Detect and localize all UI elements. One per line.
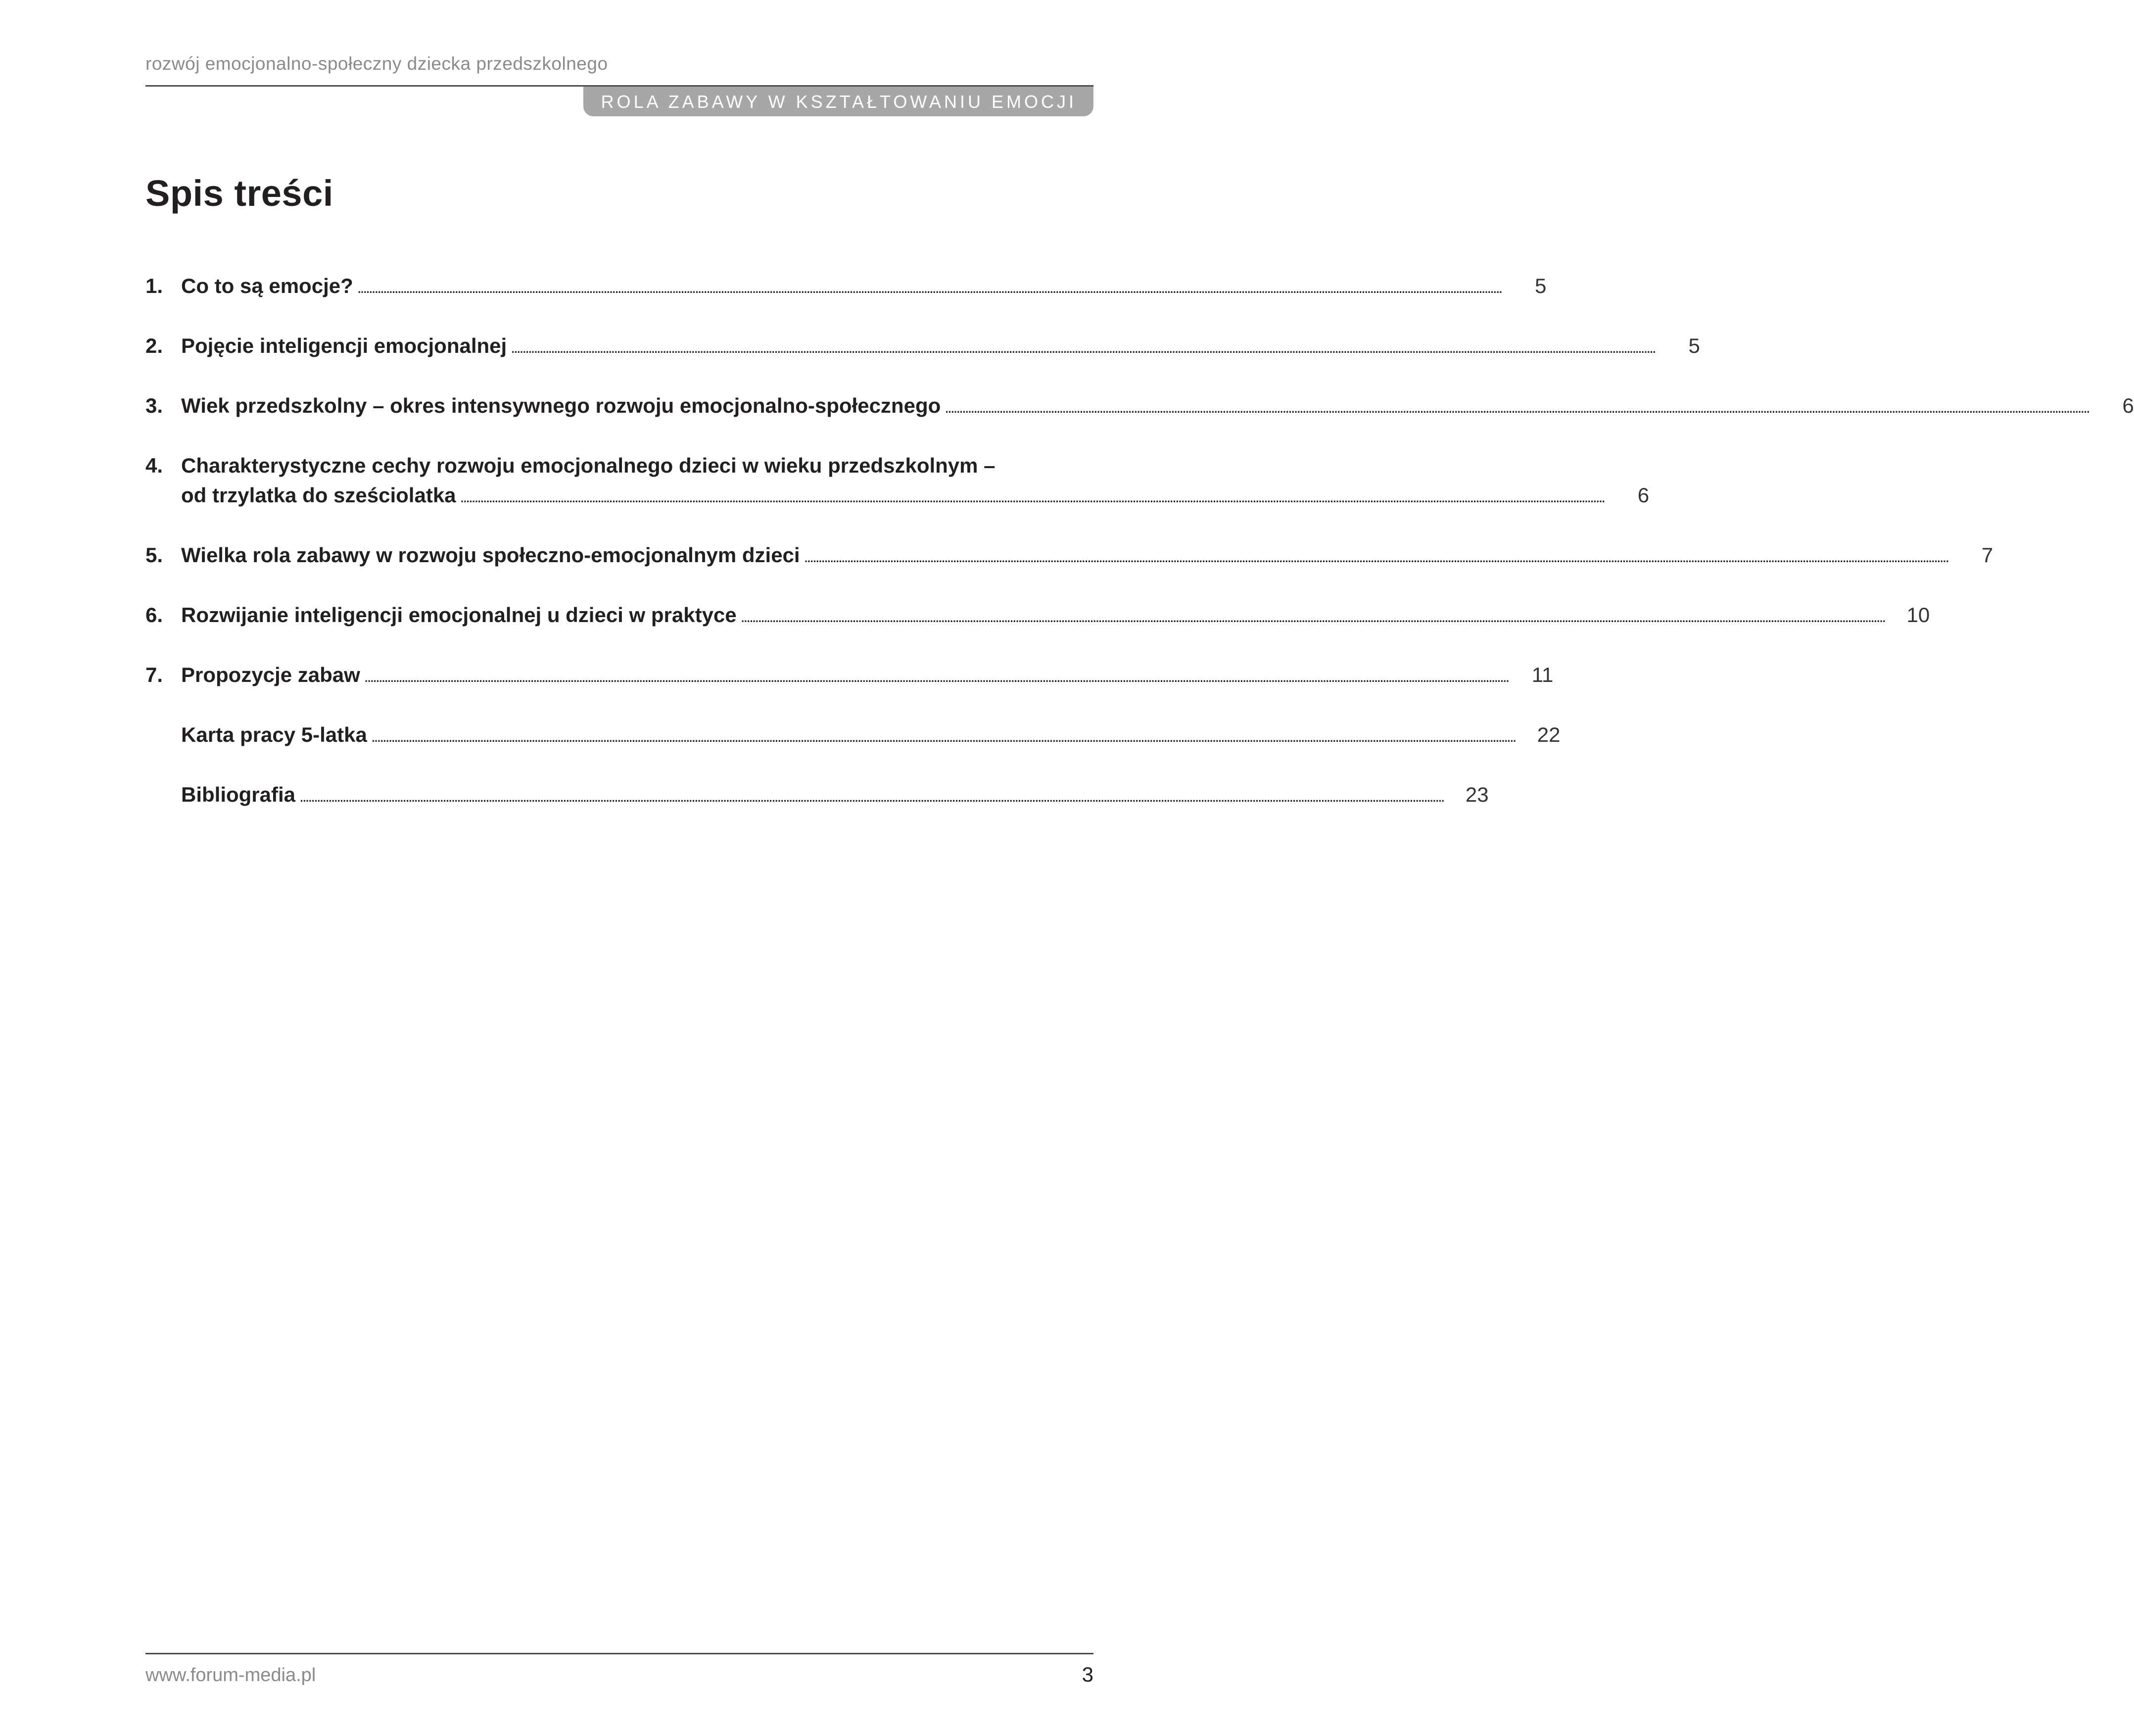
toc-entry-title: Wiek przedszkolny – okres intensywnego rozwoju emocjonalno-społecznego	[181, 394, 941, 417]
footer-page-number: 3	[1082, 1663, 1093, 1686]
toc-entry[interactable]	[145, 780, 1489, 811]
toc-entry-title: Rozwijanie inteligencji emocjonalnej u dzieci w praktyce	[181, 603, 737, 627]
footer-rule	[145, 1653, 1093, 1654]
toc-entry-title-line2: od trzylatka do sześciolatka	[181, 483, 456, 507]
toc-entry-title: Bibliografia	[181, 783, 296, 806]
toc-entry[interactable]	[145, 600, 1930, 631]
dot-leader	[945, 391, 2087, 422]
toc-entry-page: 22	[1537, 723, 1561, 746]
toc-entry-title-line1: Charakterystyczne cechy rozwoju emocjonalnego dzieci w wieku przedszkolnym –	[181, 454, 996, 477]
toc-entry-number: 6.	[145, 603, 163, 627]
toc-entry[interactable]	[145, 660, 1554, 691]
toc-entry-title: Pojęcie inteligencji emocjonalnej	[181, 334, 507, 357]
footer-url[interactable]: www.forum-media.pl	[145, 1665, 316, 1686]
toc-entry-number: 2.	[145, 334, 163, 357]
dot-leader	[299, 780, 1442, 811]
toc-entry-page: 11	[1531, 663, 1554, 686]
dot-leader	[804, 540, 1947, 572]
toc-entry-page: 6	[2122, 394, 2134, 417]
toc-title: Spis treści	[145, 173, 333, 214]
toc-entry-number: 5.	[145, 543, 163, 567]
toc-entry-number: 7.	[145, 663, 163, 686]
dot-leader	[364, 660, 1507, 691]
toc-entry[interactable]	[145, 451, 1650, 512]
dot-leader	[511, 331, 1654, 362]
toc-entry-number: 1.	[145, 274, 163, 297]
toc-entry-title: Wielka rola zabawy w rozwoju społeczno-emocjonalnym dzieci	[181, 543, 800, 567]
toc-list	[145, 271, 2134, 840]
toc-entry-page: 6	[1637, 483, 1650, 507]
toc-entry-page: 10	[1906, 603, 1930, 627]
dot-leader	[741, 600, 1884, 631]
dot-leader	[371, 720, 1514, 751]
chapter-tab: ROLA ZABAWY W KSZTAŁTOWANIU EMOCJI	[583, 87, 1093, 116]
toc-entry[interactable]	[145, 720, 1561, 751]
toc-entry[interactable]	[145, 391, 2134, 422]
toc-entry-page: 5	[1535, 274, 1547, 297]
dot-leader	[357, 271, 1500, 302]
dot-leader	[460, 481, 1603, 512]
toc-entry-page: 7	[1981, 543, 1993, 567]
toc-entry[interactable]	[145, 331, 1700, 362]
toc-entry-page: 23	[1465, 783, 1489, 806]
toc-entry-number: 3.	[145, 394, 163, 417]
toc-entry-title: Karta pracy 5-latka	[181, 723, 367, 746]
toc-entry-number: 4.	[145, 454, 163, 477]
running-header: rozwój emocjonalno-społeczny dziecka przedszkolnego	[145, 53, 608, 74]
toc-entry[interactable]	[145, 271, 1547, 302]
toc-entry-title: Propozycje zabaw	[181, 663, 360, 686]
toc-entry-title: Co to są emocje?	[181, 274, 353, 297]
toc-entry[interactable]	[145, 540, 1993, 572]
toc-entry-page: 5	[1688, 334, 1700, 357]
